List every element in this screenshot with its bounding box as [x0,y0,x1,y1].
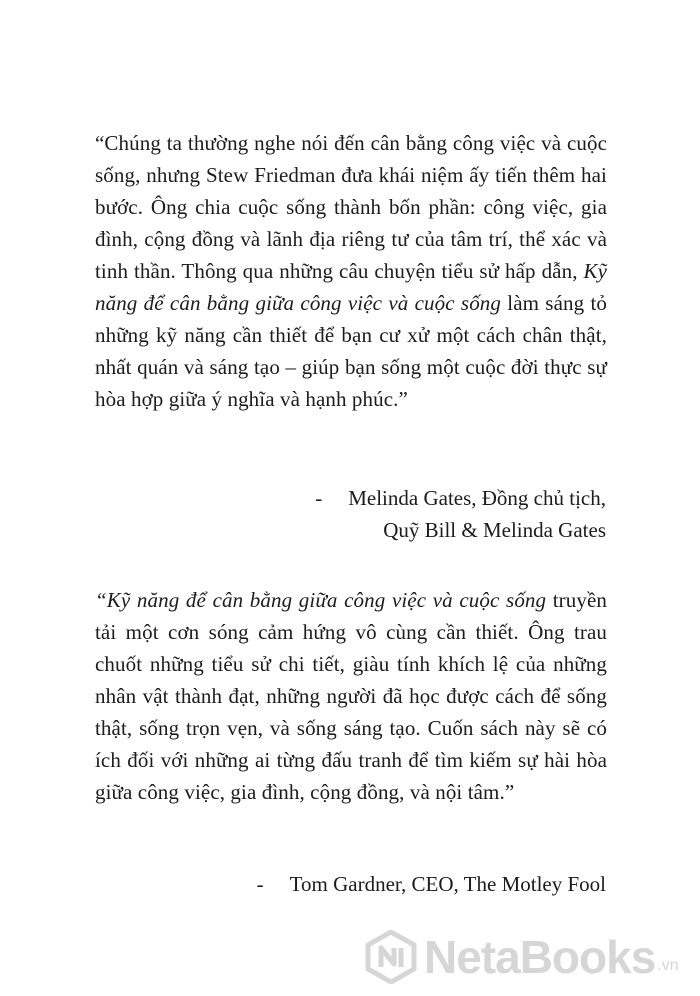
endorsement-quote-2 [95,584,607,808]
quote-1-text-after: làm sáng tỏ những kỹ năng cần thiết để bạn cư xử một cách chân thật, nhất quán và sáng tạo – giúp bạn sống một cuộc đời thực sự hòa hợp giữa ý nghĩa và hạnh phúc.” [95,291,607,411]
attribution-1-line-2: Quỹ Bill & Melinda Gates [383,518,606,542]
attribution-1-line-1 [315,482,606,514]
attribution-2 [257,868,606,900]
quote-2-book-title: “Kỹ năng để cân bằng giữa công việc và cuộc sống [95,588,547,612]
quote-1-text-before: “Chúng ta thường nghe nói đến cân bằng công việc và cuộc sống, nhưng Stew Friedman đưa khái niệm ấy tiến thêm hai bước. Ông chia cuộc sống thành bốn phần: công việc, gia đình, cộng đồng và lãnh địa riêng tư của tâm trí, thể xác và tinh thần. Thông qua những câu chuyện tiểu sử hấp dẫn, [95,131,607,283]
netabooks-watermark [364,925,700,989]
endorsement-quote-1 [95,127,607,415]
attribution-2-name: Tom Gardner, CEO, The Motley Fool [289,872,606,896]
attribution-1 [315,482,606,546]
watermark-brand: NetaBooks [424,931,656,983]
attribution-1-name: Melinda Gates, Đồng chủ tịch, [348,486,606,510]
attribution-1-dash: - [315,486,323,510]
quote-2-text-after: truyền tải một cơn sóng cảm hứng vô cùng cần thiết. Ông trau chuốt những tiểu sử chi tiết, giàu tính khích lệ của những nhân vật thành đạt, những người đã học được cách để sống thật, sống trọn vẹn, và sống sáng tạo. Cuốn sách này sẽ có ích đối với những ai từng đấu tranh để tìm kiếm sự hài hòa giữa công việc, gia đình, cộng đồng, và nội tâm.” [95,588,607,804]
attribution-2-dash: - [256,872,264,896]
watermark-suffix: .vn [657,957,679,974]
netabooks-logo-icon [364,930,418,984]
quote-1-book-title: Kỹ năng để cân bằng giữa công việc và cuộc sống [95,259,607,315]
attribution-2-line-1 [257,868,606,900]
